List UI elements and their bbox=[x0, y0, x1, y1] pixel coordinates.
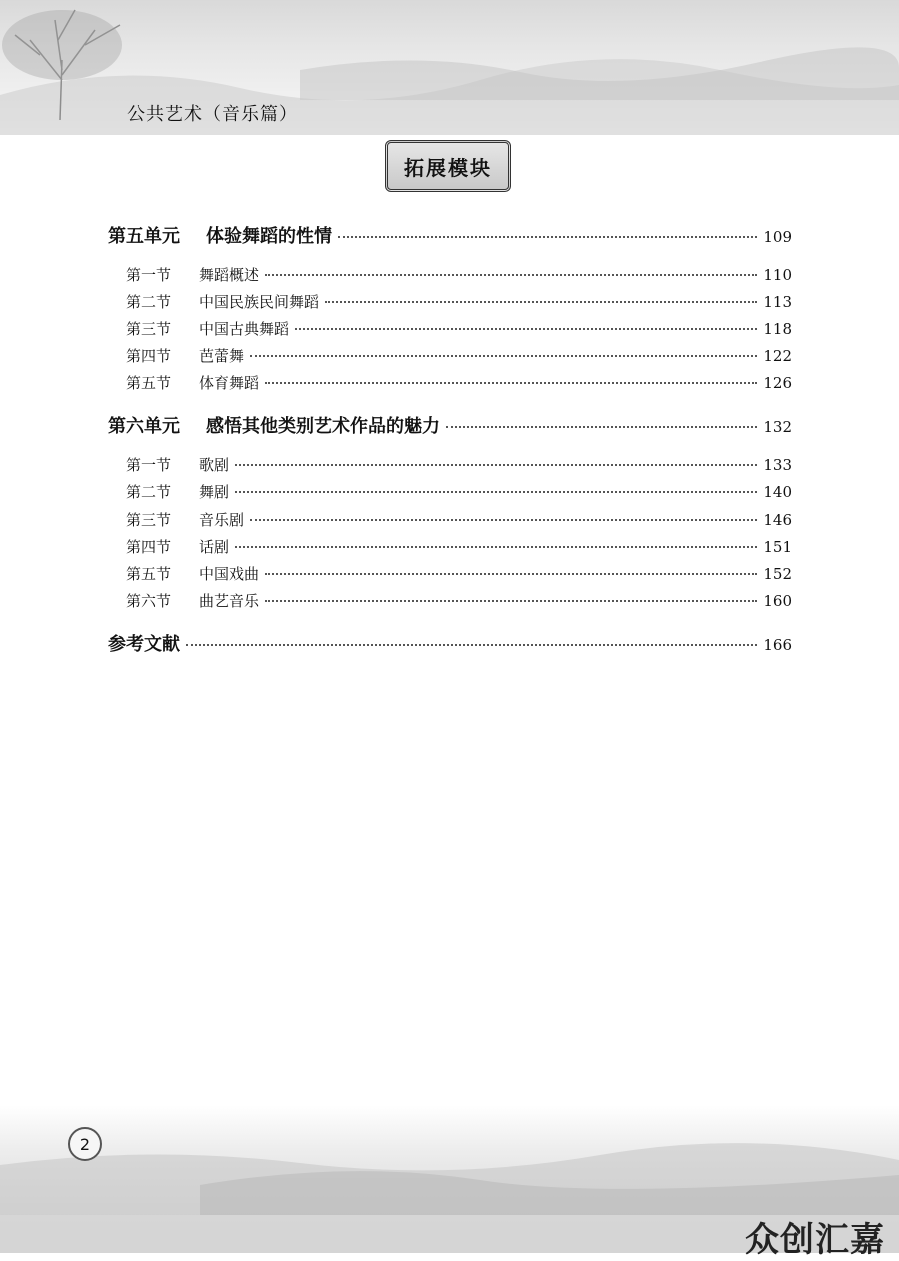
watermark: 众创汇嘉 bbox=[745, 1220, 885, 1260]
toc-section[interactable] bbox=[108, 318, 792, 339]
section-title: 舞蹈概述 bbox=[199, 266, 260, 284]
section-number: 第一节 bbox=[126, 456, 172, 474]
page-ref: 132 bbox=[763, 418, 792, 436]
page-number-badge: 2 bbox=[68, 1127, 102, 1161]
toc-section[interactable] bbox=[108, 291, 792, 312]
dot-leader bbox=[235, 491, 757, 493]
dot-leader bbox=[265, 573, 757, 575]
dot-leader bbox=[186, 644, 757, 646]
section-title: 体育舞蹈 bbox=[199, 374, 260, 392]
toc-section[interactable] bbox=[108, 590, 792, 611]
section-number: 第四节 bbox=[126, 538, 172, 556]
page-ref: 151 bbox=[763, 538, 792, 556]
dot-leader bbox=[295, 328, 757, 330]
unit-title: 体验舞蹈的性情 bbox=[206, 226, 332, 247]
section-title: 曲艺音乐 bbox=[199, 592, 260, 610]
page-ref: 110 bbox=[763, 266, 792, 284]
section-number: 第一节 bbox=[126, 266, 172, 284]
section-number: 第三节 bbox=[126, 320, 172, 338]
dot-leader bbox=[446, 426, 757, 428]
section-title: 歌剧 bbox=[199, 456, 230, 474]
section-number: 第六节 bbox=[126, 592, 172, 610]
toc-section[interactable] bbox=[108, 372, 792, 393]
section-number: 第四节 bbox=[126, 347, 172, 365]
page-ref: 146 bbox=[763, 511, 792, 529]
dot-leader bbox=[265, 382, 757, 384]
section-number: 第五节 bbox=[126, 374, 172, 392]
section-title: 芭蕾舞 bbox=[199, 347, 245, 365]
page-ref: 160 bbox=[763, 592, 792, 610]
toc-references[interactable] bbox=[108, 630, 792, 656]
section-title: 中国戏曲 bbox=[199, 565, 260, 583]
dot-leader bbox=[325, 301, 757, 303]
section-title: 音乐剧 bbox=[199, 511, 245, 529]
section-number: 第五节 bbox=[126, 565, 172, 583]
section-title: 舞剧 bbox=[199, 483, 230, 501]
page-ref: 126 bbox=[763, 374, 792, 392]
references-title: 参考文献 bbox=[108, 634, 180, 655]
dot-leader bbox=[250, 355, 757, 357]
header-landscape-band bbox=[0, 0, 899, 135]
toc-section[interactable] bbox=[108, 536, 792, 557]
module-label: 拓展模块 bbox=[404, 156, 492, 180]
dot-leader bbox=[235, 464, 757, 466]
section-number: 第二节 bbox=[126, 293, 172, 311]
dot-leader bbox=[265, 274, 757, 276]
module-badge bbox=[385, 140, 511, 192]
toc-unit-6[interactable] bbox=[108, 412, 792, 438]
toc-section[interactable] bbox=[108, 345, 792, 366]
dot-leader bbox=[338, 236, 757, 238]
dot-leader bbox=[265, 600, 757, 602]
toc-section[interactable] bbox=[108, 563, 792, 584]
page-ref: 166 bbox=[763, 636, 792, 654]
toc-unit-5[interactable] bbox=[108, 222, 792, 248]
section-title: 话剧 bbox=[199, 538, 230, 556]
toc-section[interactable] bbox=[108, 509, 792, 530]
page-ref: 133 bbox=[763, 456, 792, 474]
page-ref: 152 bbox=[763, 565, 792, 583]
section-number: 第二节 bbox=[126, 483, 172, 501]
toc-section[interactable] bbox=[108, 481, 792, 502]
section-title: 中国民族民间舞蹈 bbox=[199, 293, 320, 311]
unit-title: 感悟其他类别艺术作品的魅力 bbox=[206, 416, 440, 437]
toc-section[interactable] bbox=[108, 264, 792, 285]
page-ref: 113 bbox=[763, 293, 792, 311]
page-ref: 109 bbox=[763, 228, 792, 246]
page-ref: 122 bbox=[763, 347, 792, 365]
dot-leader bbox=[235, 546, 757, 548]
dot-leader bbox=[250, 519, 757, 521]
section-number: 第三节 bbox=[126, 511, 172, 529]
section-title: 中国古典舞蹈 bbox=[199, 320, 290, 338]
unit-number: 第六单元 bbox=[108, 416, 180, 437]
book-title: 公共艺术（音乐篇） bbox=[127, 104, 298, 125]
toc-section[interactable] bbox=[108, 454, 792, 475]
unit-number: 第五单元 bbox=[108, 226, 180, 247]
page-ref: 140 bbox=[763, 483, 792, 501]
page-ref: 118 bbox=[763, 320, 792, 338]
